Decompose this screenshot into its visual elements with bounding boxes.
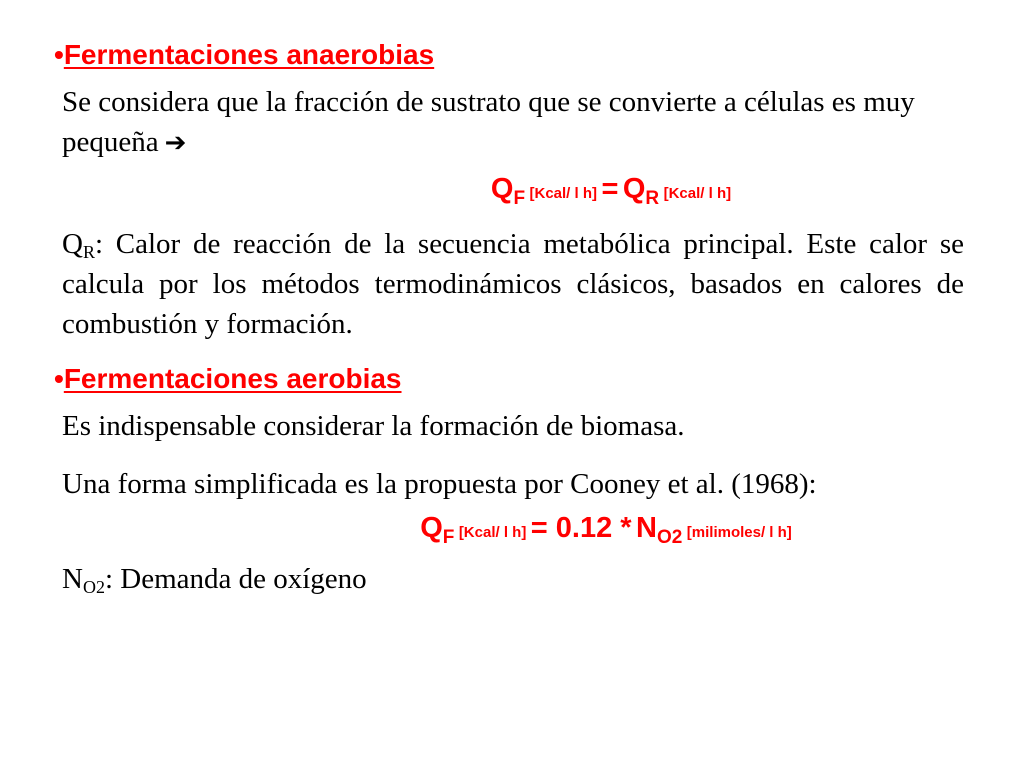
formula-subscript: F (442, 527, 455, 548)
right-arrow-icon: ➔ (164, 128, 187, 158)
bullet: • (54, 363, 64, 394)
formula-heat-balance-aerobic (248, 508, 964, 553)
paragraph-oxygen-demand (62, 559, 964, 599)
formula-unit: [milimoles/ l h] (686, 524, 792, 541)
formula-unit: [Kcal/ l h] (663, 185, 732, 202)
paragraph-biomass: Es indispensable considerar la formación de biomasa. (62, 410, 685, 442)
paragraph-text: : Calor de reacción de la secuencia metabólica principal. Este calor se calcula por los métodos termodinámicos clásicos, basados en calores de combustión y formación. (62, 228, 964, 340)
heading-text: Fermentaciones anaerobias (63, 39, 435, 70)
paragraph-text: Se considera que la fracción de sustrato que se convierte a células es muy pequeña (62, 86, 915, 158)
formula-symbol-n: N (636, 512, 657, 544)
paragraph-substrate-fraction (62, 82, 964, 163)
formula-subscript: R (645, 188, 660, 209)
formula-subscript: O2 (656, 527, 683, 548)
formula-unit: [Kcal/ l h] (529, 185, 598, 202)
paragraph-cooney-reference: Una forma simplificada es la propuesta por Cooney et al. (1968): (62, 468, 817, 500)
bullet: • (54, 39, 64, 70)
heading-anaerobic-fermentation (54, 36, 956, 74)
formula-subscript: F (513, 188, 526, 209)
formula-symbol-q: Q (622, 173, 646, 205)
formula-symbol-q: Q (490, 173, 514, 205)
formula-heat-balance-anaerobic (258, 169, 964, 214)
symbol-subscript: O2 (82, 577, 105, 597)
symbol-subscript: R (82, 242, 95, 262)
slide-content (54, 36, 964, 599)
heading-aerobic-fermentation (54, 360, 956, 398)
paragraph-reaction-heat (62, 224, 964, 344)
formula-coefficient: = 0.12 * (530, 512, 632, 544)
formula-unit: [Kcal/ l h] (458, 524, 527, 541)
formula-equals: = (601, 173, 619, 205)
heading-text: Fermentaciones aerobias (63, 363, 402, 394)
symbol: N (62, 563, 83, 595)
formula-symbol-q: Q (420, 512, 443, 544)
paragraph-text: : Demanda de oxígeno (104, 563, 367, 595)
symbol: Q (62, 228, 83, 260)
